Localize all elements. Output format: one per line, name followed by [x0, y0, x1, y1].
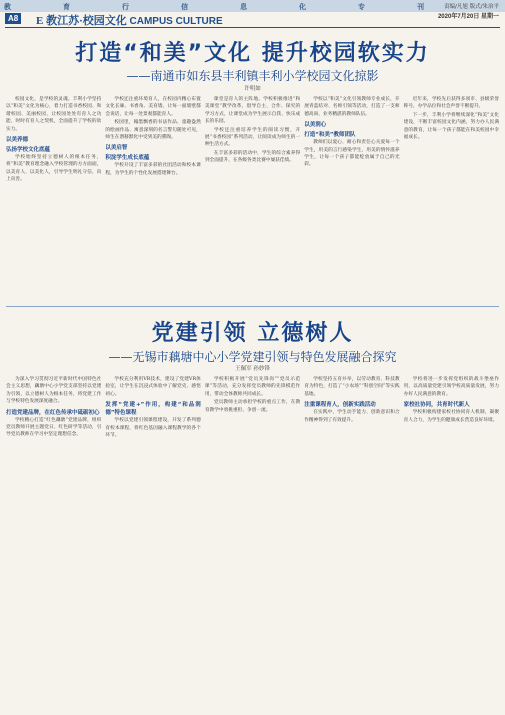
section-heading: 弘扬学校文化底蕴 — [6, 147, 51, 154]
category-char: 行 — [122, 4, 135, 11]
editor-credit: 责编/凡旭 版式/朱治平 — [444, 4, 499, 10]
article2-col3 — [205, 376, 300, 710]
category-char: 育 — [63, 4, 76, 11]
category-char: 息 — [240, 4, 253, 11]
category-char: 化 — [299, 4, 312, 11]
body-paragraph: 党员教师主动承担学校的重点工作，在教育教学中勇挑重担、争创一流。 — [204, 400, 301, 413]
body-paragraph: 学校还注重环境育人，在校园内精心布置文化长廊、书香角、美育墙，让每一面墙壁都会说话，让每一处景观都能育人。 — [105, 97, 201, 117]
body-paragraph: 课堂是育人的主阵地。学校积极推进“和美课堂”教学改革，倡导自主、合作、探究的学习方式，让课堂成为学生展示自我、快乐成长的乐园。 — [204, 97, 301, 125]
article1-col4 — [304, 96, 399, 304]
body-paragraph: 学校精心打造“红色藕塘”党建品牌，组织党员教师开展主题党日、红色研学等活动，引导党员教师在学习中坚定理想信念。 — [6, 417, 102, 438]
header-divider — [5, 27, 500, 28]
body-paragraph: 学校将进一步发挥党组织的战斗堡垒作用，以高质量党建引领学校高质量发展，努力办好人民满意的教育。 — [403, 377, 500, 397]
article-separator — [6, 306, 499, 307]
article1-title: 打造“和美”文化 提升校园软实力 — [75, 41, 430, 66]
masthead — [0, 4, 505, 27]
article2-subtitle: ——无锡市藕塘中心小学党建引领与特色发展融合探究 — [108, 350, 397, 364]
article1-body — [6, 96, 499, 304]
article1-col2 — [105, 96, 200, 304]
section-heading: 以美润心 — [304, 122, 327, 129]
category-char: 专 — [358, 4, 371, 11]
section-heading: 以美养德 — [6, 137, 29, 144]
body-paragraph: 校园文化，是学校的灵魂。丰利小学坚持以“和美”文化为核心，着力打造书香校园、和谐校园、美丽校园，让校园处处有育人之功能、时时有育人之契机，全面提升了学校的软实力。 — [6, 97, 102, 132]
body-paragraph: 教师们以爱心、耐心和责任心关爱每一个学生，用美的言行感染学生，用美的情怀滋养学生，让每一个孩子都能绽放属于自己的光彩。 — [304, 140, 400, 168]
article2-body — [6, 376, 499, 710]
category-char: 教 — [4, 4, 17, 11]
article2-col5 — [404, 376, 499, 710]
section-heading: 积淀学生成长底蕴 — [105, 155, 150, 162]
body-paragraph: 近年来，学校先后获得多项市、县级荣誉称号，办学品位和社会声誉不断提升。 — [403, 97, 500, 110]
section-heading: 发挥“党建+”作用，构建“和品润德”特色课程 — [105, 402, 201, 417]
body-paragraph: 校园里，翰墨飘香的书法作品、童趣盎然的绘画作品、寓意深刻的名言警句随处可见，师生在潜移默化中受到美的熏陶。 — [105, 120, 201, 141]
section-heading: 注重课程育人，创新实践活动 — [304, 402, 376, 409]
section-heading: 打造“和美”教师团队 — [304, 132, 356, 139]
body-paragraph: 下一步，丰利小学将继续深化“和美”文化建设，不断丰富校园文化内涵，努力办人民满意的教育，让每一个孩子都能在和美校园中幸福成长。 — [403, 112, 500, 141]
body-paragraph: 学校开设了丰富多彩的社团活动和校本课程，为学生的个性化发展搭建舞台。 — [105, 163, 201, 176]
top-strip — [0, 0, 505, 12]
article2-byline: 王佩军 孙妙锋 — [235, 366, 270, 372]
section-title: E 教江苏·校园文化 CAMPUS CULTURE — [36, 15, 223, 27]
issue-meta — [438, 3, 499, 20]
article1-byline: 许明如 — [244, 86, 261, 92]
body-paragraph: 学校以“和美”文化引领教师专业成长，开展青蓝结对、名师引领等活动，打造了一支师德高尚、业务精湛的教师队伍。 — [304, 97, 400, 117]
section-title-en: CAMPUS CULTURE — [129, 16, 223, 27]
section-heading: 以美启智 — [105, 145, 128, 152]
section-heading: 打造党建品牌，在红色传承中砥砺初心 — [6, 409, 100, 416]
article2-col4 — [304, 376, 399, 710]
article2-title: 党建引领 立德树人 — [151, 321, 354, 346]
category-char: 信 — [181, 4, 194, 11]
body-paragraph: 在丰富多彩的活动中，学生的综合素养得到全面提升，在各级各类比赛中屡获佳绩。 — [204, 150, 301, 164]
body-paragraph: 学校充分利用VR技术，建设了党建VR体验室，让学生在沉浸式体验中了解党史、感悟初心。 — [105, 377, 201, 397]
body-paragraph: 学校坚持五育并举，以劳动教育、科技教育为特色，打造了“小农场”“科创空间”等实践基地。 — [304, 377, 400, 397]
body-paragraph: 在实践中，学生动手能力、创新意识和合作精神得到了有效提升。 — [304, 410, 400, 423]
article1-col1 — [6, 96, 101, 304]
article2-col2 — [105, 376, 200, 710]
article2-col1 — [6, 376, 101, 710]
article1-col5 — [404, 96, 499, 304]
body-paragraph: 学校始终坚持立德树人的根本任务，将“和美”教育理念融入学校管理的方方面面，以美育人、以美化人，引导学生明礼守信、向上向善。 — [6, 155, 102, 183]
article1-col3 — [205, 96, 300, 304]
category-char: 刊 — [417, 4, 430, 11]
body-paragraph: 为深入学习贯彻习近平新时代中国特色社会主义思想，藕塘中心小学党支部坚持以党建为引领，以立德树人为根本任务，将党建工作与学校特色发展深度融合。 — [6, 377, 102, 405]
issue-date: 2020年7月20日 星期一 — [437, 14, 499, 20]
body-paragraph: 学校以党建引领课程建设，开发了系列德育校本课程，将红色基因融入课程教学的各个环节。 — [105, 418, 201, 439]
category-banner — [4, 2, 476, 12]
section-heading: 家校社协同，共育时代新人 — [403, 402, 470, 409]
body-paragraph: 学校还注重培养学生的阅读习惯，开展“书香校园”系列活动，让阅读成为师生的一种生活方式。 — [204, 127, 301, 148]
body-paragraph: 学校积极构建家校社协同育人机制，凝聚育人合力，为学生的健康成长营造良好环境。 — [403, 410, 500, 423]
article1-subtitle: ——南通市如东县丰利镇丰利小学校园文化掠影 — [126, 69, 379, 83]
page-number: A8 — [5, 13, 21, 24]
body-paragraph: 学校积极开展“党员先锋岗”“党员示范课”等活动，充分发挥党员教师的先锋模范作用，带动全体教师共同成长。 — [204, 377, 301, 397]
